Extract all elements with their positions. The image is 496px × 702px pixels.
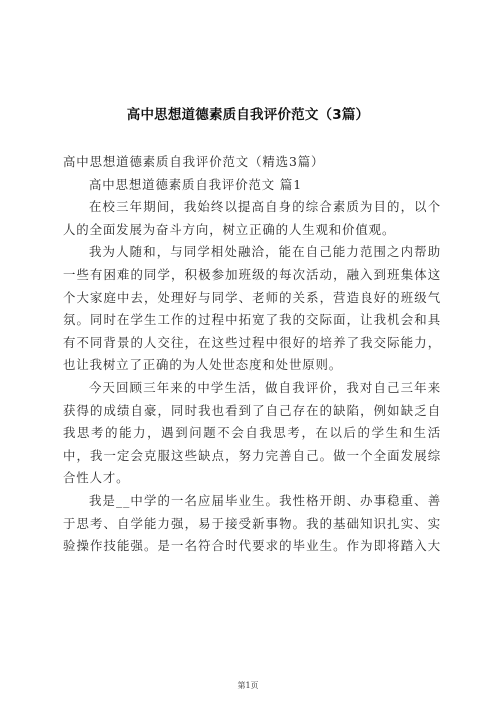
page-number: 第1页 xyxy=(237,681,259,690)
paragraph-line: 我思考的能力，遇到问题不会自我思考，在以后的学生和生活 xyxy=(63,425,441,441)
paragraph-line: 个大家庭中去，处理好与同学、老师的关系，营造良好的班级气 xyxy=(63,289,441,305)
document-body xyxy=(63,151,441,558)
paragraph-line: 合性人才。 xyxy=(63,470,130,486)
subtitle-line: 高中思想道德素质自我评价范文（精选3篇） xyxy=(63,154,325,169)
paragraph-line: 也让我树立了正确的为人处世态度和处世原则。 xyxy=(63,357,343,373)
paragraph-line: 中，我一定会克服这些缺点，努力完善自己。做一个全面发展综 xyxy=(63,447,441,463)
paragraph-line: 一些有困难的同学，积极参加班级的每次活动，融入到班集体这 xyxy=(63,266,441,282)
paragraph-line: 今天回顾三年来的中学生活，做自我评价，我对自己三年来 xyxy=(89,379,441,395)
paragraph-line: 获得的成绩自豪，同时我也看到了自己存在的缺陷，例如缺乏自 xyxy=(63,402,441,418)
paragraph-line: 在校三年期间，我始终以提高自身的综合素质为目的，以个 xyxy=(89,199,441,215)
paragraph-line: 人的全面发展为奋斗方向，树立正确的人生观和价值观。 xyxy=(63,221,396,237)
document-title: 高中思想道德素质自我评价范文（3篇） xyxy=(126,107,370,123)
paragraph-line: 有不同背景的人交往，在这些过程中很好的培养了我交际能力， xyxy=(63,334,441,350)
paragraph-line: 氛。同时在学生工作的过程中拓宽了我的交际面，让我机会和具 xyxy=(63,312,441,328)
paragraph-line: 于思考、自学能力强，易于接受新事物。我的基础知识扎实、实 xyxy=(63,515,441,531)
paragraph-line: 验操作技能强。是一名符合时代要求的毕业生。作为即将踏入大 xyxy=(63,538,441,554)
paragraph-line: 我是__中学的一名应届毕业生。我性格开朗、办事稳重、善 xyxy=(89,492,441,508)
section-heading: 高中思想道德素质自我评价范文 篇1 xyxy=(89,176,302,192)
paragraph-line: 我为人随和，与同学相处融洽，能在自己能力范围之内帮助 xyxy=(89,244,441,260)
